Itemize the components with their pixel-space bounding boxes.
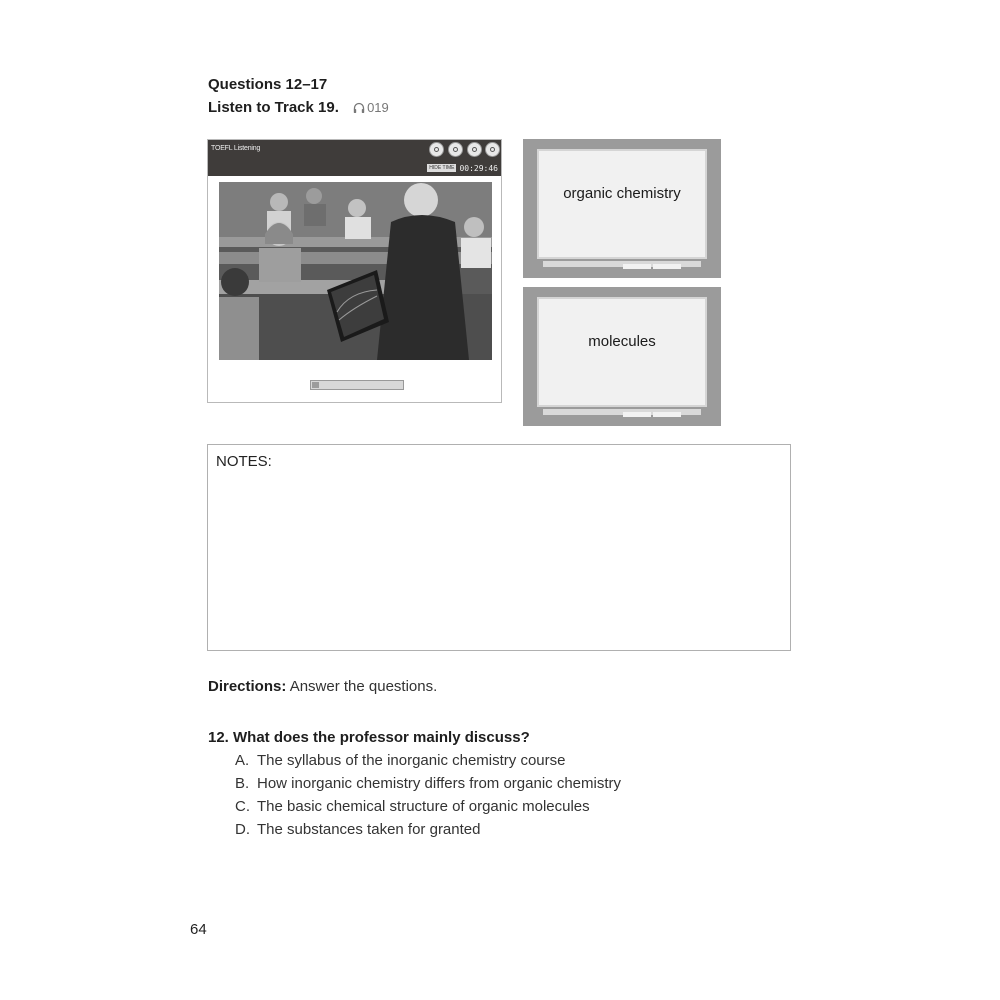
whiteboard-surface	[537, 149, 707, 259]
option-letter: A.	[235, 752, 250, 769]
headphones-icon	[353, 102, 365, 114]
option-text: The basic chemical structure of organic molecules	[257, 798, 590, 815]
help-button[interactable]	[448, 142, 463, 157]
marker	[623, 412, 651, 417]
player-toolbar	[208, 140, 501, 176]
listening-player	[207, 139, 502, 403]
listen-track-text: Listen to Track 19.	[208, 99, 339, 116]
answer-option-b[interactable]	[235, 775, 621, 792]
option-text: How inorganic chemistry differs from organic chemistry	[257, 775, 622, 792]
answer-option-d[interactable]	[235, 821, 480, 838]
lecture-photo	[219, 182, 492, 360]
option-letter: B.	[235, 775, 250, 792]
whiteboard-text: organic chemistry	[563, 184, 681, 202]
audio-progress-bar[interactable]	[310, 380, 404, 390]
notes-label: NOTES:	[216, 453, 272, 470]
eraser	[653, 264, 681, 269]
directions-label: Directions:	[208, 678, 287, 695]
time-remaining: 00:29:46	[459, 163, 498, 173]
ok-button[interactable]	[467, 142, 482, 157]
player-title: TOEFL Listening	[211, 145, 261, 152]
answer-option-a[interactable]	[235, 752, 565, 769]
track-number: 019	[367, 100, 389, 115]
timer	[427, 163, 498, 173]
marker	[623, 264, 651, 269]
option-letter: D.	[235, 821, 250, 838]
whiteboard-2	[523, 287, 721, 426]
next-button[interactable]	[485, 142, 500, 157]
audio-progress-fill	[312, 382, 319, 388]
hide-time-button[interactable]: HIDE TIME	[429, 165, 455, 171]
answer-option-c[interactable]	[235, 798, 590, 815]
option-text: The syllabus of the inorganic chemistry course	[257, 752, 566, 769]
eraser	[653, 412, 681, 417]
notes-box[interactable]	[207, 444, 791, 651]
directions-text: Answer the questions.	[289, 678, 438, 695]
option-letter: C.	[235, 798, 250, 815]
whiteboard-1	[523, 139, 721, 278]
option-text: The substances taken for granted	[257, 821, 481, 838]
questions-range-heading: Questions 12–17	[208, 76, 328, 93]
track-reference	[353, 100, 389, 115]
question-prompt: 12. What does the professor mainly discuss?	[208, 729, 530, 746]
volume-button[interactable]	[429, 142, 444, 157]
whiteboard-surface	[537, 297, 707, 407]
page-number: 64	[190, 921, 207, 938]
listen-track-line	[208, 99, 389, 116]
directions	[208, 678, 437, 695]
whiteboard-text: molecules	[588, 332, 656, 350]
